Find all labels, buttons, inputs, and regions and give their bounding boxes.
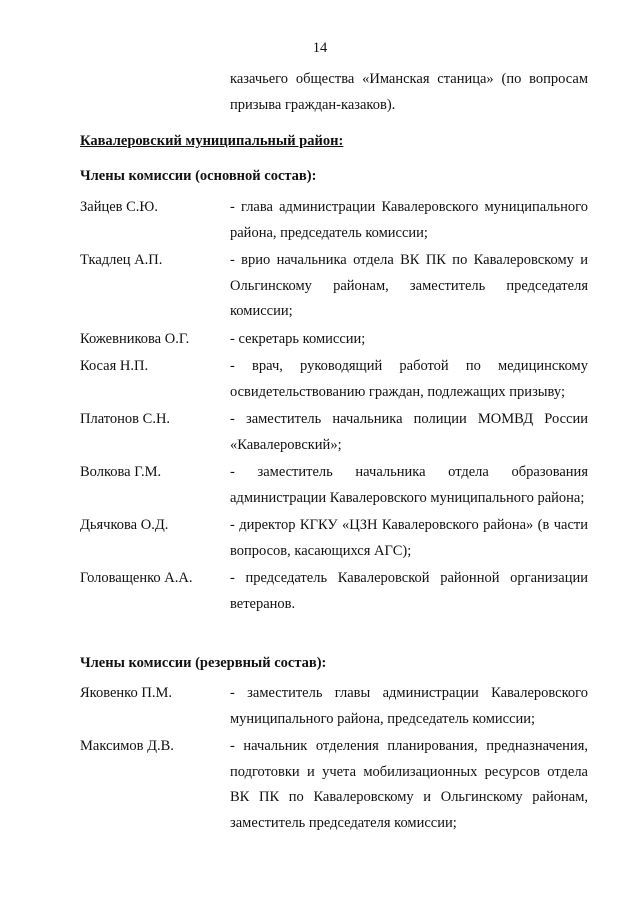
- member-role: - секретарь комиссии;: [230, 330, 366, 347]
- member-row: [80, 354, 590, 405]
- member-name: Яковенко П.М.: [80, 685, 172, 701]
- member-role: - врач, руководящий работой по медицинскому освидетельствованию граждан, подлежащих призыву;: [230, 358, 588, 400]
- member-row: [80, 734, 590, 836]
- member-role: - начальник отделения планирования, предназначения, подготовки и учета мобилизационных ресурсов отдела ВК ПК по Кавалеровскому и Ольгинскому районам, заместитель председателя комиссии;: [230, 738, 588, 831]
- member-name: Дьячкова О.Д.: [80, 517, 169, 533]
- member-row: [80, 327, 590, 353]
- member-role: - заместитель главы администрации Кавалеровского муниципального района, председатель комиссии;: [230, 685, 588, 727]
- member-name: Косая Н.П.: [80, 358, 149, 374]
- reserve-section-title: Члены комиссии (резервный состав):: [80, 655, 327, 671]
- member-row: [80, 195, 590, 246]
- member-row: [80, 248, 590, 325]
- page-number: 14: [312, 40, 328, 56]
- continuation-text: казачьего общества «Иманская станица» (по вопросам призыва граждан-казаков).: [230, 71, 588, 113]
- member-name: Ткадлец А.П.: [80, 252, 163, 268]
- member-name: Кожевникова О.Г.: [80, 330, 190, 347]
- member-role: - врио начальника отдела ВК ПК по Кавалеровскому и Ольгинскому районам, заместитель председателя комиссии;: [230, 252, 588, 319]
- member-row: [80, 681, 590, 732]
- member-role: - глава администрации Кавалеровского муниципального района, председатель комиссии;: [230, 199, 588, 241]
- member-role: - заместитель начальника отдела образования администрации Кавалеровского муниципального района;: [230, 464, 588, 506]
- member-name: Головащенко А.А.: [80, 570, 193, 586]
- member-row: [80, 407, 590, 458]
- member-role: - директор КГКУ «ЦЗН Кавалеровского района» (в части вопросов, касающихся АГС);: [230, 517, 588, 559]
- member-name: Платонов С.Н.: [80, 411, 171, 427]
- member-row: [80, 513, 590, 564]
- member-row: [80, 460, 590, 511]
- member-role: - заместитель начальника полиции МОМВД России «Кавалеровский»;: [230, 411, 588, 453]
- reserve-member-list: [80, 681, 590, 836]
- member-name: Волкова Г.М.: [80, 464, 162, 480]
- member-name: Зайцев С.Ю.: [80, 199, 158, 215]
- main-section-title: Члены комиссии (основной состав):: [80, 168, 317, 184]
- member-row: [80, 566, 590, 617]
- main-member-list: [80, 195, 590, 617]
- member-role: - председатель Кавалеровской районной организации ветеранов.: [230, 570, 588, 612]
- member-name: Максимов Д.В.: [80, 738, 174, 754]
- district-title: Кавалеровский муниципальный район:: [80, 133, 344, 149]
